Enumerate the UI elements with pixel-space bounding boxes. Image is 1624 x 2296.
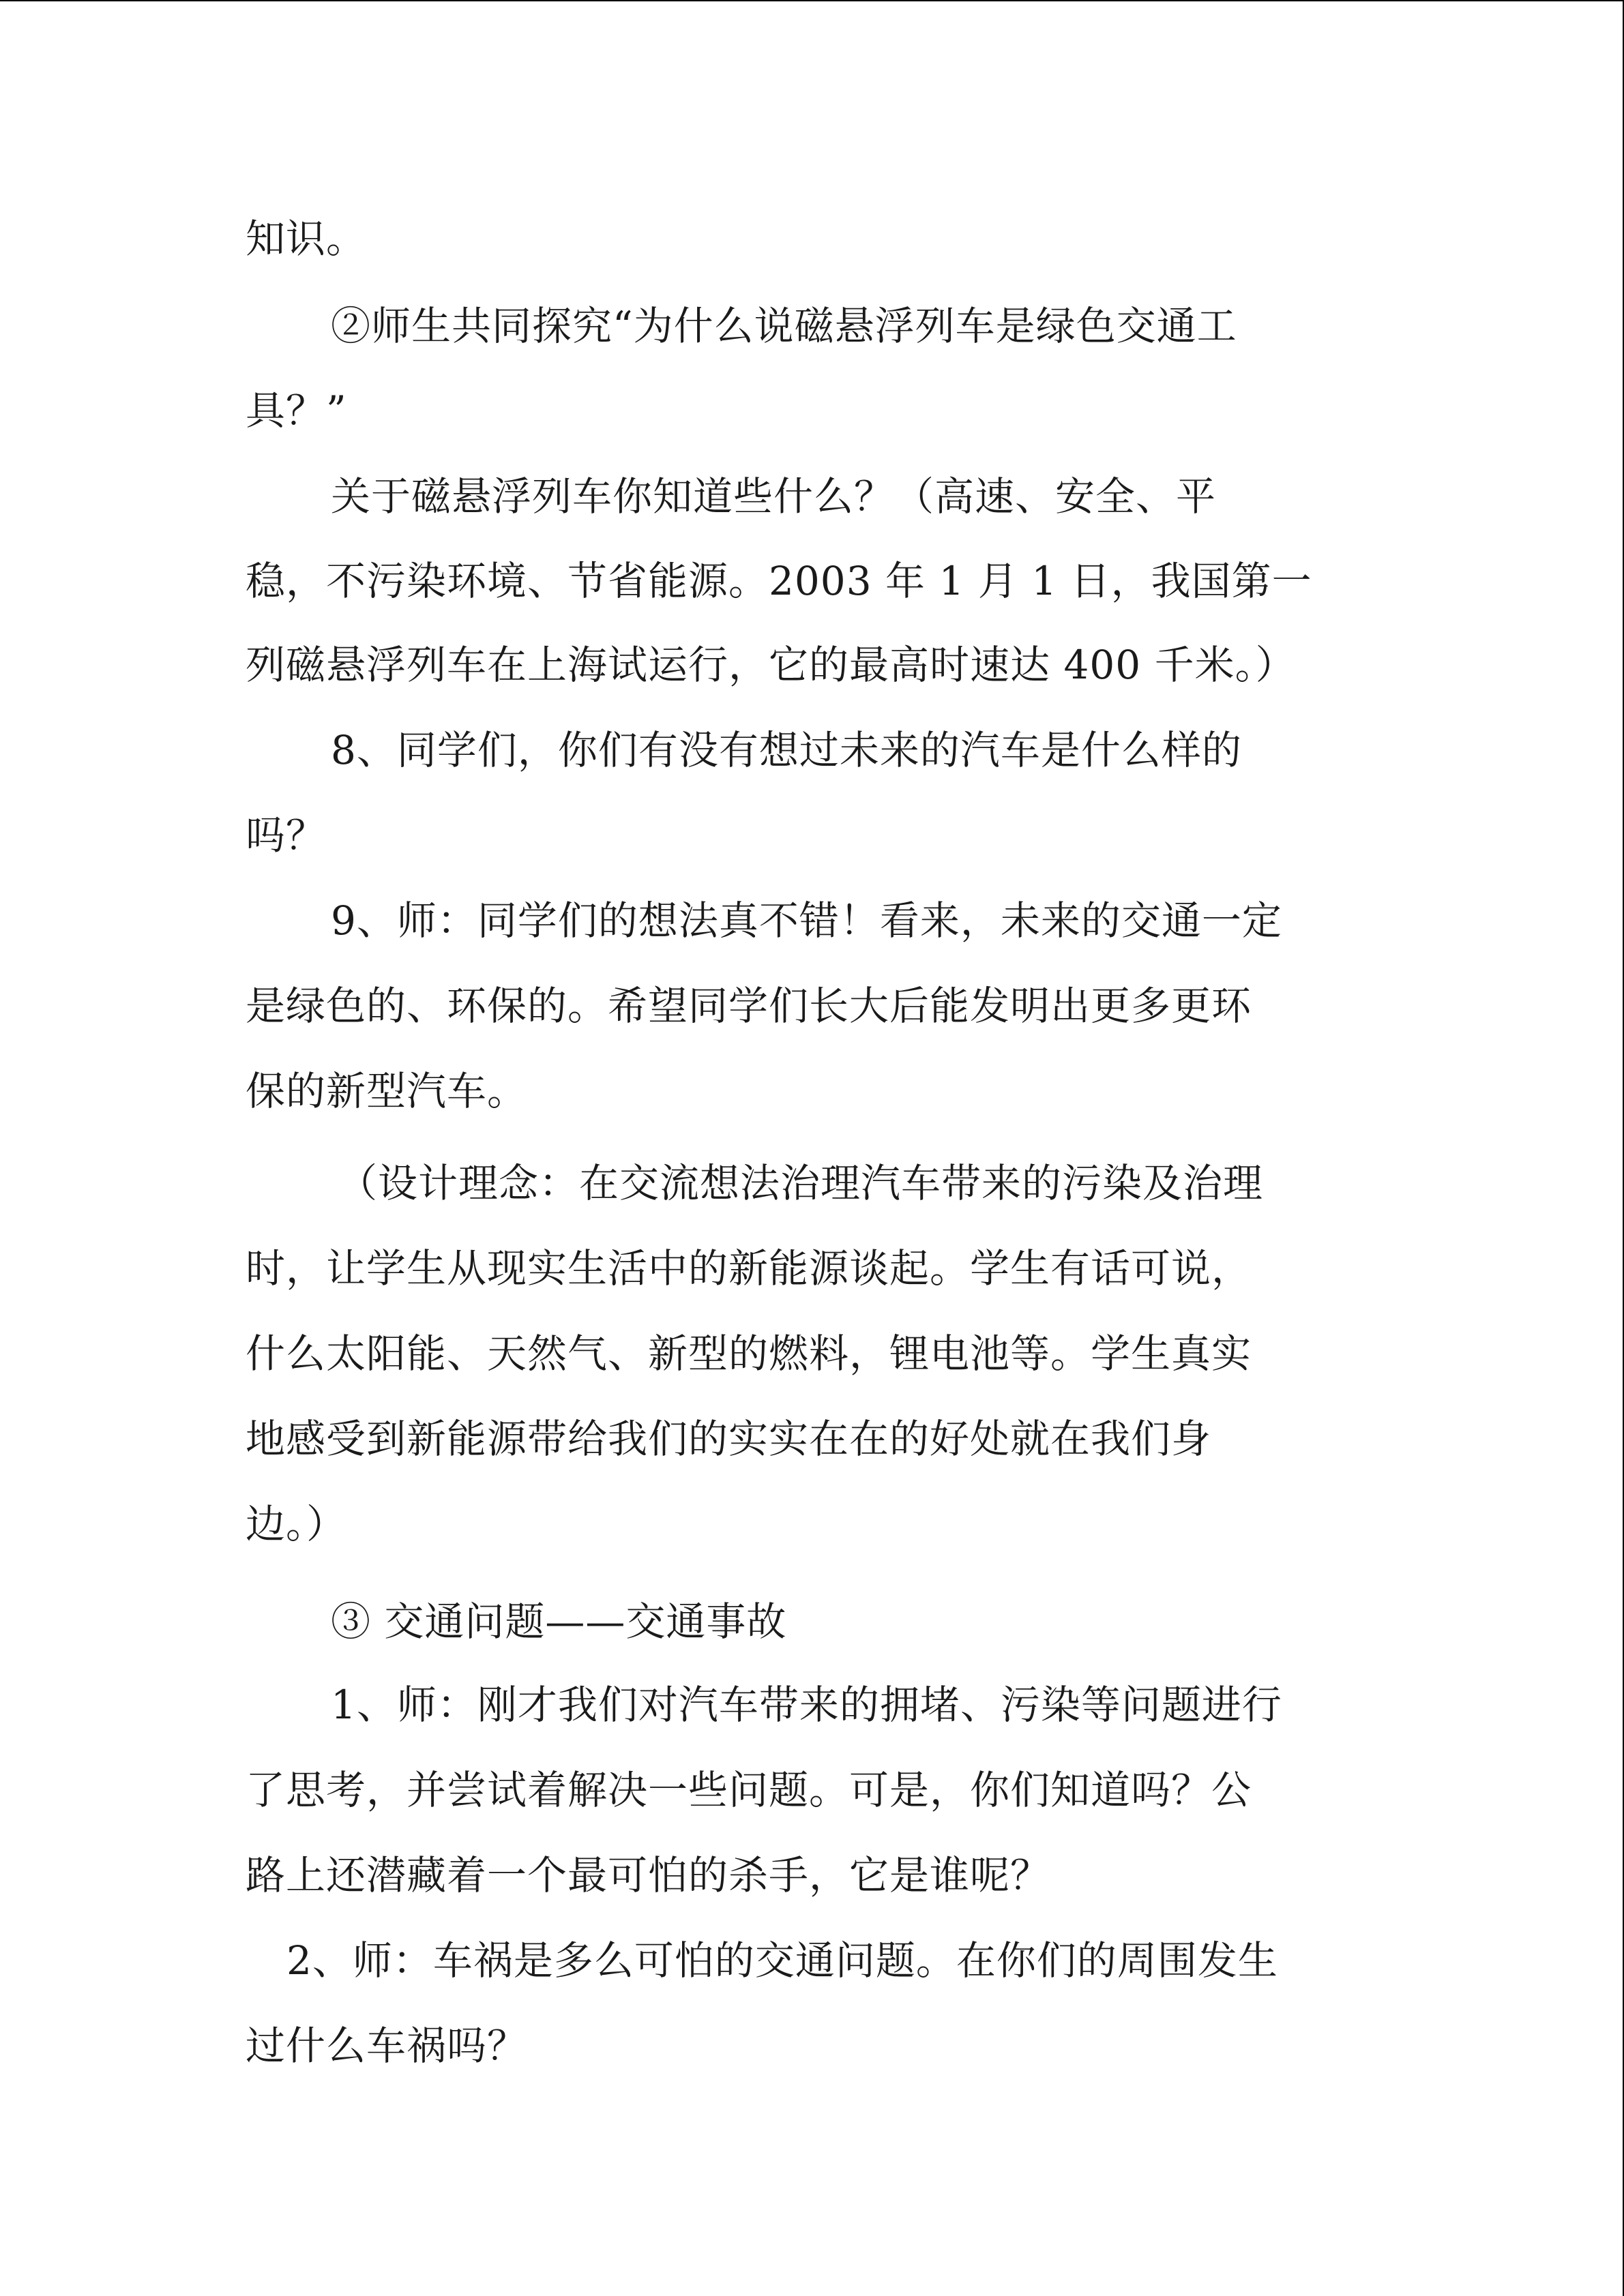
text-line: 吗？	[246, 812, 327, 859]
text-line: 边。）	[246, 1501, 347, 1547]
text-line: 保的新型汽车。	[246, 1068, 528, 1114]
text-line: 时，让学生从现实生活中的新能源谈起。学生有话可说，	[246, 1245, 1252, 1292]
text-line: 8、同学们，你们有没有想过未来的汽车是什么样的	[331, 727, 1242, 773]
text-line: ③ 交通问题——交通事故	[331, 1598, 787, 1645]
text-line: ②师生共同探究“为什么说磁悬浮列车是绿色交通工	[331, 303, 1237, 349]
text-line: 1、师：刚才我们对汽车带来的拥堵、污染等问题进行	[331, 1682, 1282, 1728]
text-line: 稳，不污染环境、节省能源。2003 年 1 月 1 日，我国第一	[246, 558, 1312, 604]
text-line: （设计理念：在交流想法治理汽车带来的污染及治理	[338, 1160, 1264, 1206]
text-line: 了思考，并尝试着解决一些问题。可是，你们知道吗？公	[246, 1767, 1252, 1813]
text-line: 过什么车祸吗？	[246, 2023, 528, 2069]
text-line: 列磁悬浮列车在上海试运行，它的最高时速达 400 千米。）	[246, 642, 1296, 688]
text-line: 关于磁悬浮列车你知道些什么？（高速、安全、平	[331, 473, 1217, 520]
text-line: 2、师：车祸是多么可怕的交通问题。在你们的周围发生	[286, 1937, 1278, 1984]
text-line: 9、师：同学们的想法真不错！看来，未来的交通一定	[331, 897, 1282, 944]
text-line: 地感受到新能源带给我们的实实在在的好处就在我们身	[246, 1416, 1212, 1462]
page-top-border	[0, 0, 1623, 1]
text-line: 什么太阳能、天然气、新型的燃料，锂电池等。学生真实	[246, 1330, 1252, 1377]
text-line: 路上还潜藏着一个最可怕的杀手，它是谁呢？	[246, 1852, 1051, 1898]
text-line: 是绿色的、环保的。希望同学们长大后能发明出更多更环	[246, 983, 1252, 1029]
text-line: 知识。	[246, 215, 367, 262]
text-line: 具？”	[246, 387, 347, 434]
